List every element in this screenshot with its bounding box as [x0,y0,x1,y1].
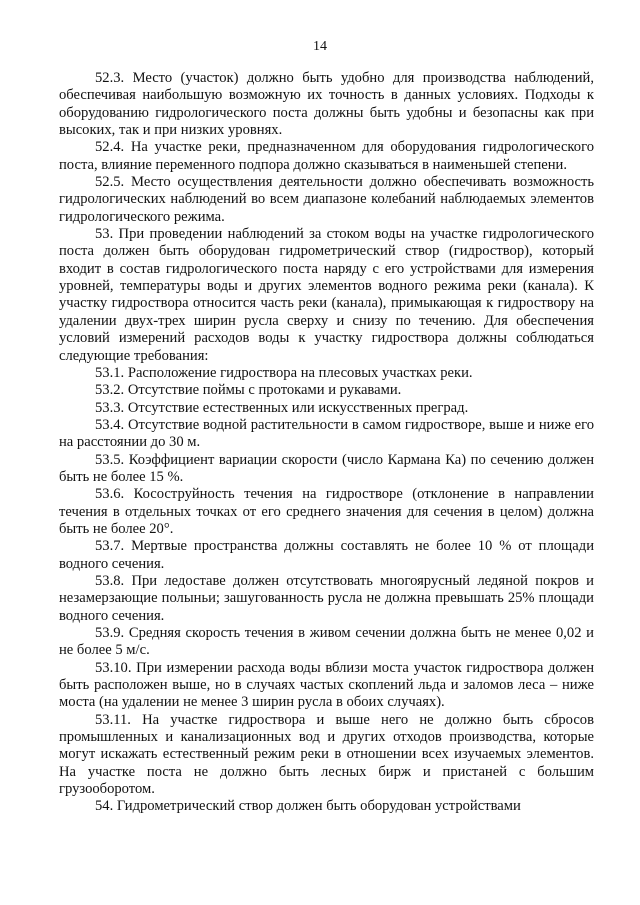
paragraph-53-9: 53.9. Средняя скорость течения в живом сечении должна быть не менее 0,02 и не более 5 м/с. [59,625,594,659]
paragraph-53: 53. При проведении наблюдений за стоком воды на участке гидрологического поста должен быть оборудован гидрометрический створ (гидроствор), который входит в состав гидрологического поста наряду с его устройствами для измерения уровней, температуры воды и других элементов водного режима реки (канала). К участку гидроствора относится часть реки (канала), примыкающая к гидроствору на удалении двух-трех ширин русла сверху и снизу по течению. Для обеспечения условий измерений расходов воды к участку гидроствора должны соблюдаться следующие требования: [59,226,594,364]
document-body [59,70,594,816]
paragraph-54: 54. Гидрометрический створ должен быть оборудован устройствами [95,798,521,815]
paragraph-53-7: 53.7. Мертвые пространства должны составлять не более 10 % от площади водного сечения. [59,538,594,572]
paragraph-53-4: 53.4. Отсутствие водной растительности в самом гидростворе, выше и ниже его на расстоянии до 30 м. [59,416,594,451]
page-number: 14 [313,39,327,54]
paragraph-53-10: 53.10. При измерении расхода воды вблизи моста участок гидроствора должен быть расположен выше, но в случаях частых скоплений льда и заломов леса – ниже моста (на удалении не менее 3 ширин русла в обоих случаях). [59,659,594,711]
paragraph-52-3: 52.3. Место (участок) должно быть удобно для производства наблюдений, обеспечивая наибольшую возможную их точность в данных условиях. Подходы к оборудованию гидрологического поста должны быть удобны и безопасны как при высоких, так и при низких уровнях. [59,70,594,139]
paragraph-52-5: 52.5. Место осуществления деятельности должно обеспечивать возможность гидрологических наблюдений во всем диапазоне колебаний наблюдаемых элементов гидрологического режима. [59,174,594,225]
paragraph-53-2: 53.2. Отсутствие поймы с протоками и рукавами. [95,382,402,399]
paragraph-53-5: 53.5. Коэффициент вариации скорости (число Кармана Ка) по сечению должен быть не более 15 %. [59,451,594,485]
paragraph-53-1: 53.1. Расположение гидроствора на плесовых участках реки. [95,364,473,381]
paragraph-53-11: 53.11. На участке гидроствора и выше него не должно быть сбросов промышленных и канализационных вод и других отходов производства, которые могут искажать естественный режим реки в отношении всех изучаемых элементов. На участке поста не должно быть лесных бирж и пристаней с большим грузооборотом. [59,711,594,798]
paragraph-53-8: 53.8. При ледоставе должен отсутствовать многоярусный ледяной покров и незамерзающие полыньи; зашугованность русла не должна превышать 25% площади водного сечения. [59,572,594,624]
paragraph-52-4: 52.4. На участке реки, предназначенном для оборудования гидрологического поста, влияние переменного подпора должно сказываться в наименьшей степени. [59,139,594,173]
paragraph-53-3: 53.3. Отсутствие естественных или искусственных преград. [95,399,469,416]
paragraph-53-6: 53.6. Косоструйность течения на гидростворе (отклонение в направлении течения в отдельных точках от его среднего значения для сечения в целом) должна быть не более 20°. [59,486,594,537]
